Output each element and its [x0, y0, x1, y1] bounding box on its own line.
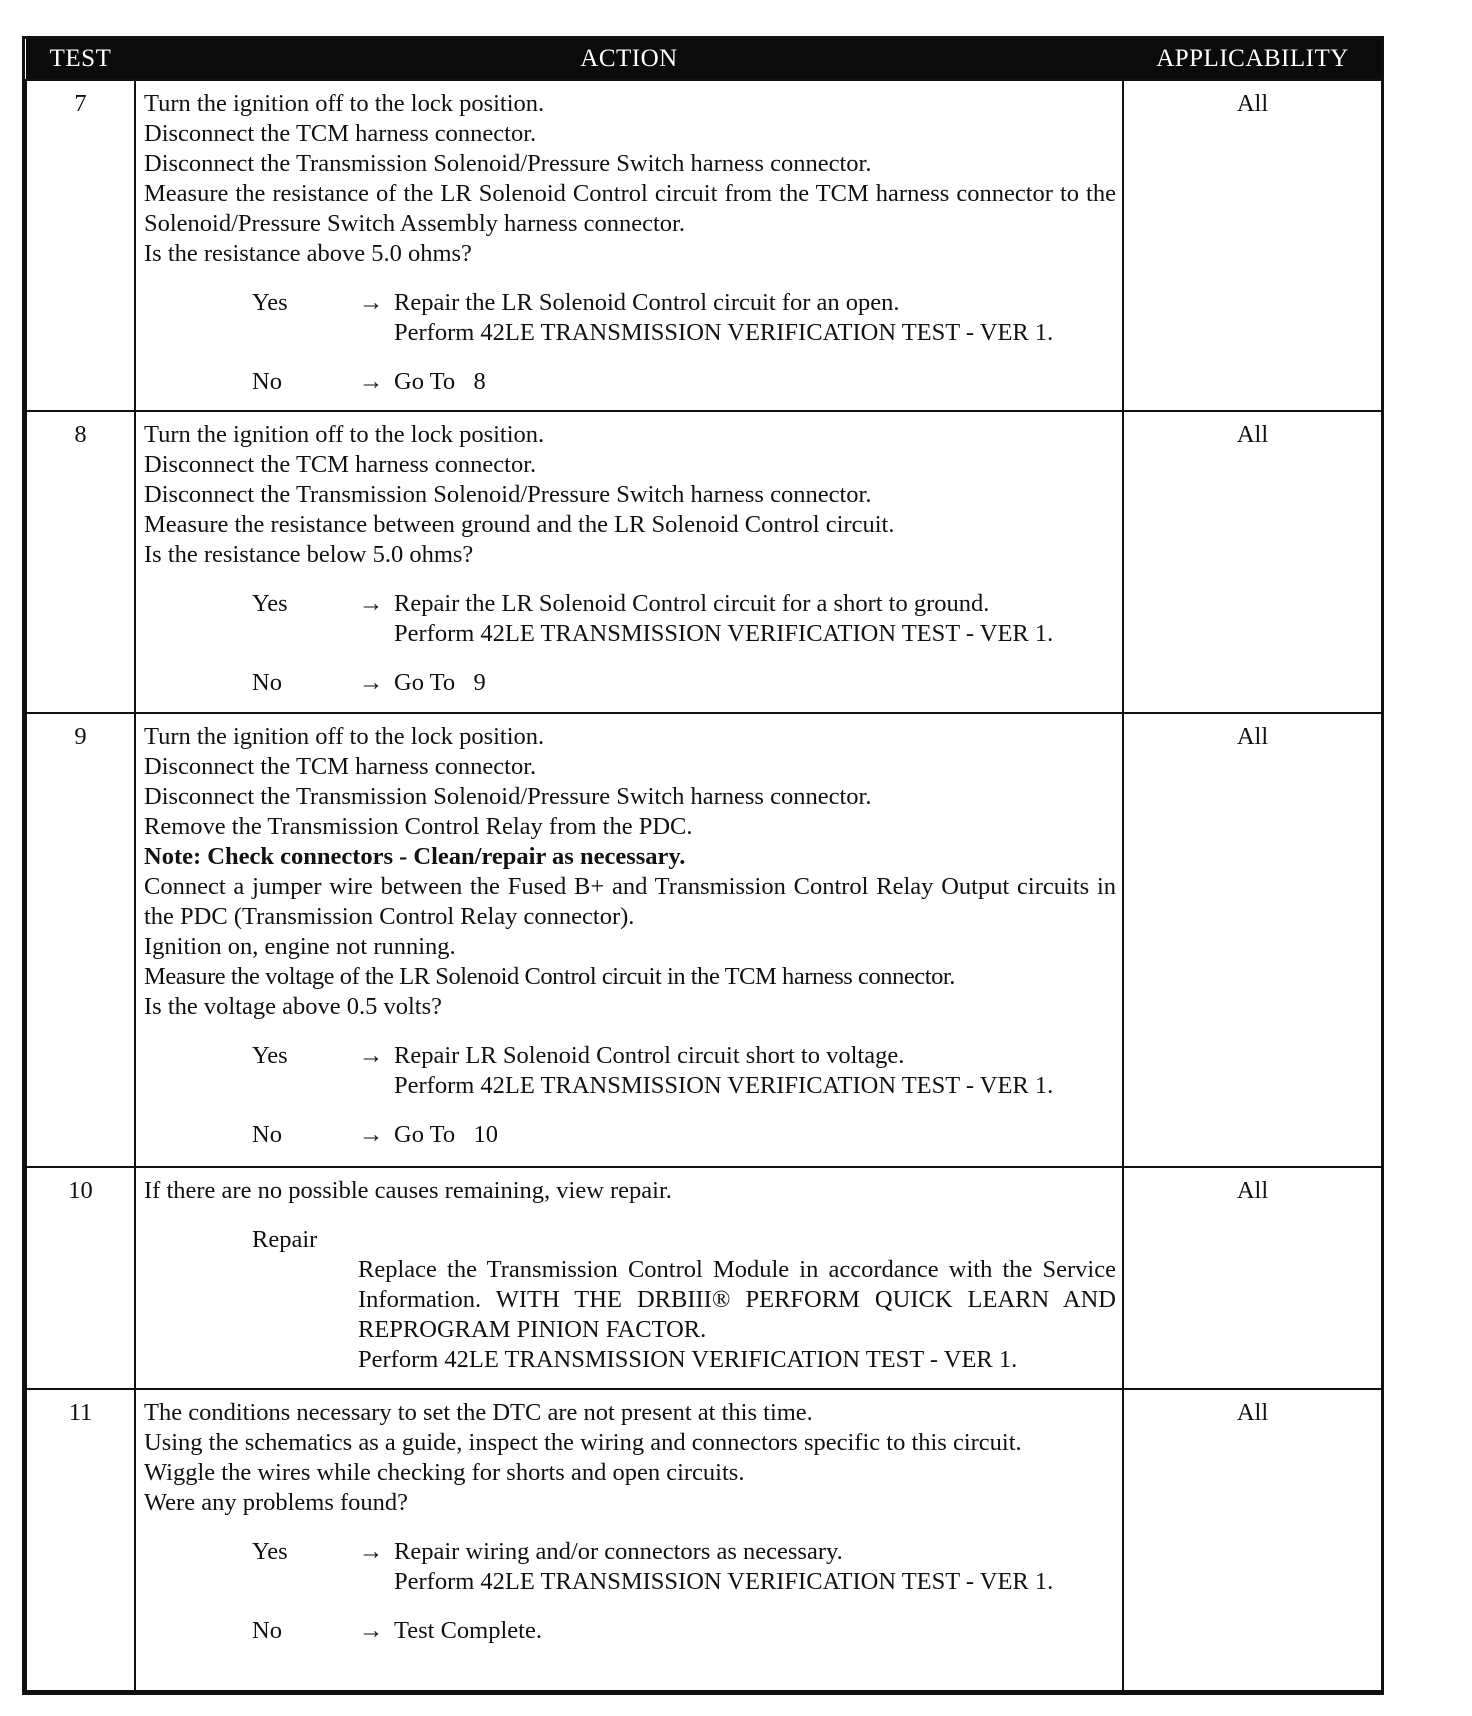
header-test: TEST [26, 39, 135, 80]
action-step: Measure the resistance between ground and the LR Solenoid Control circuit. [144, 511, 895, 538]
yes-perform: Perform 42LE TRANSMISSION VERIFICATION TEST - VER 1. [394, 620, 1054, 647]
action-question: Is the voltage above 0.5 volts? [144, 993, 443, 1020]
arrow-icon: → [358, 669, 384, 696]
action-step: If there are no possible causes remaining, view repair. [144, 1177, 672, 1204]
table-row [26, 411, 1382, 713]
action-step: Ignition on, engine not running. [144, 933, 456, 960]
arrow-icon: → [358, 590, 384, 617]
arrow-icon: → [358, 1042, 384, 1069]
header-action: ACTION [135, 39, 1123, 80]
yes-branch [144, 1041, 1116, 1101]
arrow-icon: → [358, 289, 384, 316]
action-step: Disconnect the TCM harness connector. [144, 120, 537, 147]
table-row [26, 1389, 1382, 1691]
action-cell [135, 80, 1123, 411]
yes-label: Yes [252, 590, 288, 617]
action-cell [135, 1167, 1123, 1389]
no-branch [144, 367, 1116, 397]
no-label: No [252, 368, 282, 395]
arrow-icon: → [358, 1617, 384, 1644]
yes-branch [144, 1537, 1116, 1597]
test-number: 9 [26, 713, 135, 1167]
no-label: No [252, 1617, 282, 1644]
action-step: Using the schematics as a guide, inspect the wiring and connectors specific to this circuit. [144, 1429, 1022, 1456]
repair-block [144, 1255, 1123, 1375]
yes-perform: Perform 42LE TRANSMISSION VERIFICATION TEST - VER 1. [394, 1072, 1054, 1099]
action-cell [135, 411, 1123, 713]
repair-perform: Perform 42LE TRANSMISSION VERIFICATION TEST - VER 1. [358, 1346, 1018, 1373]
action-cell [135, 713, 1123, 1167]
action-step: Measure the voltage of the LR Solenoid Control circuit in the TCM harness connector. [144, 963, 955, 990]
action-cell [135, 1389, 1123, 1691]
action-step: Disconnect the Transmission Solenoid/Pressure Switch harness connector. [144, 481, 872, 508]
no-label: No [252, 669, 282, 696]
applicability-value: All [1123, 1389, 1382, 1691]
action-step: Turn the ignition off to the lock position. [144, 723, 545, 750]
action-step: The conditions necessary to set the DTC are not present at this time. [144, 1399, 813, 1426]
arrow-icon: → [358, 1121, 384, 1148]
yes-result: Repair wiring and/or connectors as necessary. [394, 1538, 843, 1565]
no-branch [144, 1120, 1116, 1150]
no-result: Test Complete. [394, 1617, 542, 1644]
yes-result: Repair LR Solenoid Control circuit short to voltage. [394, 1042, 905, 1069]
action-step: Disconnect the Transmission Solenoid/Pressure Switch harness connector. [144, 150, 872, 177]
action-step: Wiggle the wires while checking for shorts and open circuits. [144, 1459, 745, 1486]
header-applicability: APPLICABILITY [1123, 39, 1382, 80]
yes-label: Yes [252, 1538, 288, 1565]
action-step: Remove the Transmission Control Relay from the PDC. [144, 813, 693, 840]
table-row [26, 80, 1382, 411]
action-question: Is the resistance above 5.0 ohms? [144, 240, 472, 267]
test-number: 7 [26, 80, 135, 411]
action-step: Turn the ignition off to the lock position. [144, 421, 545, 448]
action-step: Measure the resistance of the LR Solenoid Control circuit from the TCM harness connector to the Solenoid/Pressure Switch Assembly harness connector. [144, 180, 1123, 237]
diagnostic-test-table [25, 39, 1383, 1692]
action-step: Disconnect the Transmission Solenoid/Pressure Switch harness connector. [144, 783, 872, 810]
test-number: 10 [26, 1167, 135, 1389]
no-label: No [252, 1121, 282, 1148]
action-question: Were any problems found? [144, 1489, 409, 1516]
yes-branch [144, 288, 1116, 348]
yes-result: Repair the LR Solenoid Control circuit for an open. [394, 289, 900, 316]
note-text: Note: Check connectors - Clean/repair as necessary. [144, 843, 686, 870]
yes-perform: Perform 42LE TRANSMISSION VERIFICATION TEST - VER 1. [394, 319, 1054, 346]
applicability-value: All [1123, 80, 1382, 411]
repair-label: Repair [252, 1226, 318, 1253]
action-step: Disconnect the TCM harness connector. [144, 451, 537, 478]
action-step: Disconnect the TCM harness connector. [144, 753, 537, 780]
applicability-value: All [1123, 1167, 1382, 1389]
yes-perform: Perform 42LE TRANSMISSION VERIFICATION TEST - VER 1. [394, 1568, 1054, 1595]
no-result: Go To 8 [394, 368, 486, 395]
table-row [26, 713, 1382, 1167]
yes-label: Yes [252, 289, 288, 316]
action-step: Connect a jumper wire between the Fused B+ and Transmission Control Relay Output circuits in the PDC (Transmission Control Relay connector). [144, 873, 1123, 930]
applicability-value: All [1123, 411, 1382, 713]
test-number: 8 [26, 411, 135, 713]
applicability-value: All [1123, 713, 1382, 1167]
yes-result: Repair the LR Solenoid Control circuit for a short to ground. [394, 590, 990, 617]
diagnostic-table-frame [22, 36, 1384, 1695]
yes-branch [144, 589, 1116, 649]
yes-label: Yes [252, 1042, 288, 1069]
no-result: Go To 9 [394, 669, 486, 696]
no-branch [144, 668, 1116, 698]
table-header-row [26, 39, 1382, 80]
test-number: 11 [26, 1389, 135, 1691]
arrow-icon: → [358, 368, 384, 395]
arrow-icon: → [358, 1538, 384, 1565]
no-branch [144, 1616, 1116, 1646]
table-row [26, 1167, 1382, 1389]
action-step: Turn the ignition off to the lock position. [144, 90, 545, 117]
repair-text: Replace the Transmission Control Module in accordance with the Service Information. WITH THE DRBIII® PERFORM QUICK LEARN AND REPROGRAM PINION FACTOR. [358, 1256, 1123, 1343]
no-result: Go To 10 [394, 1121, 499, 1148]
action-question: Is the resistance below 5.0 ohms? [144, 541, 474, 568]
